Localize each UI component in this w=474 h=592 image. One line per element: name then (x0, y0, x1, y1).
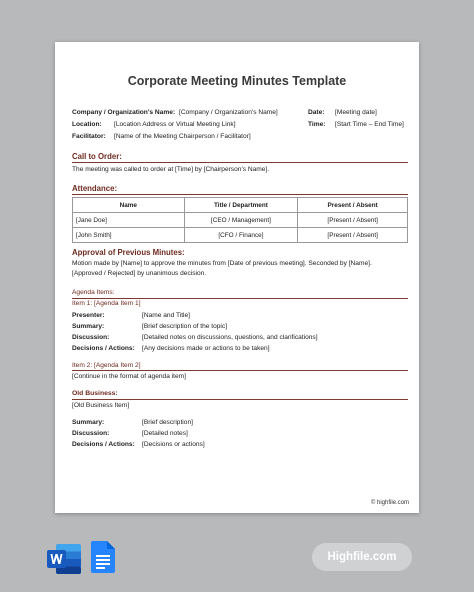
time-value: [Start Time – End Time] (335, 121, 404, 128)
call-to-order-heading: Call to Order: (72, 152, 122, 161)
ob-summary-label: Summary: (72, 419, 105, 426)
section-divider (72, 370, 408, 371)
attendance-table (72, 197, 408, 243)
decisions-value: [Any decisions made or actions to be taken] (142, 345, 270, 352)
summary-value: [Brief description of the topic] (142, 323, 228, 330)
date-value: [Meeting date] (335, 109, 377, 116)
agenda-item1-title: Item 1: [Agenda Item 1] (72, 300, 141, 307)
approval-text-line2: [Approved / Rejected] by unanimous decision. (72, 270, 207, 277)
decisions-label: Decisions / Actions: (72, 345, 135, 352)
ob-discussion-value: [Detailed notes] (142, 430, 188, 437)
attendee-name: [Jane Doe] (73, 213, 185, 228)
facilitator-value: [Name of the Meeting Chairperson / Facilitator] (114, 133, 251, 140)
document-page (55, 42, 419, 513)
column-header-title: Title / Department (184, 198, 298, 213)
attendee-title: [CFO / Finance] (184, 228, 298, 243)
call-to-order-text: The meeting was called to order at [Time] by [Chairperson's Name]. (72, 166, 270, 173)
discussion-label: Discussion: (72, 334, 110, 341)
agenda-item2-text: [Continue in the format of agenda item] (72, 373, 186, 380)
time-label: Time: (308, 121, 326, 128)
attendee-status: [Present / Absent] (298, 228, 408, 243)
summary-label: Summary: (72, 323, 105, 330)
old-business-heading: Old Business: (72, 390, 118, 397)
location-label: Location: (72, 121, 102, 128)
section-divider (72, 194, 408, 195)
attendance-heading: Attendance: (72, 184, 118, 193)
google-docs-icon[interactable] (91, 541, 115, 573)
ob-decisions-label: Decisions / Actions: (72, 441, 135, 448)
attendee-title: [CEO / Management] (184, 213, 298, 228)
location-value: [Location Address or Virtual Meeting Link] (114, 121, 236, 128)
copyright-footer: © highfile.com (370, 500, 409, 506)
page-title: Corporate Meeting Minutes Template (127, 74, 347, 88)
word-icon[interactable] (47, 544, 81, 574)
presenter-label: Presenter: (72, 312, 105, 319)
table-row (73, 228, 408, 243)
column-header-name: Name (73, 198, 185, 213)
old-business-item: [Old Business Item] (72, 402, 130, 409)
company-value: [Company / Organization's Name] (179, 109, 278, 116)
section-divider (72, 298, 408, 299)
section-divider (72, 399, 408, 400)
facilitator-label: Facilitator: (72, 133, 106, 140)
table-row (73, 213, 408, 228)
attendee-name: [John Smith] (73, 228, 185, 243)
ob-summary-value: [Brief description] (142, 419, 193, 426)
ob-discussion-label: Discussion: (72, 430, 110, 437)
approval-heading: Approval of Previous Minutes: (72, 248, 185, 257)
highfile-brand-button[interactable]: Highfile.com (312, 543, 412, 571)
ob-decisions-value: [Decisions or actions] (142, 441, 205, 448)
approval-text-line1: Motion made by [Name] to approve the minutes from [Date of previous meeting]. Seconded by [Name]. (72, 260, 372, 267)
agenda-item2-title: Item 2: [Agenda Item 2] (72, 362, 141, 369)
agenda-heading: Agenda Items: (72, 289, 115, 296)
attendee-status: [Present / Absent] (298, 213, 408, 228)
section-divider (72, 162, 408, 163)
discussion-value: [Detailed notes on discussions, questions, and clarifications] (142, 334, 318, 341)
column-header-status: Present / Absent (298, 198, 408, 213)
date-label: Date: (308, 109, 325, 116)
table-header-row (73, 198, 408, 213)
presenter-value: [Name and Title] (142, 312, 191, 319)
company-label: Company / Organization's Name: (72, 109, 176, 116)
